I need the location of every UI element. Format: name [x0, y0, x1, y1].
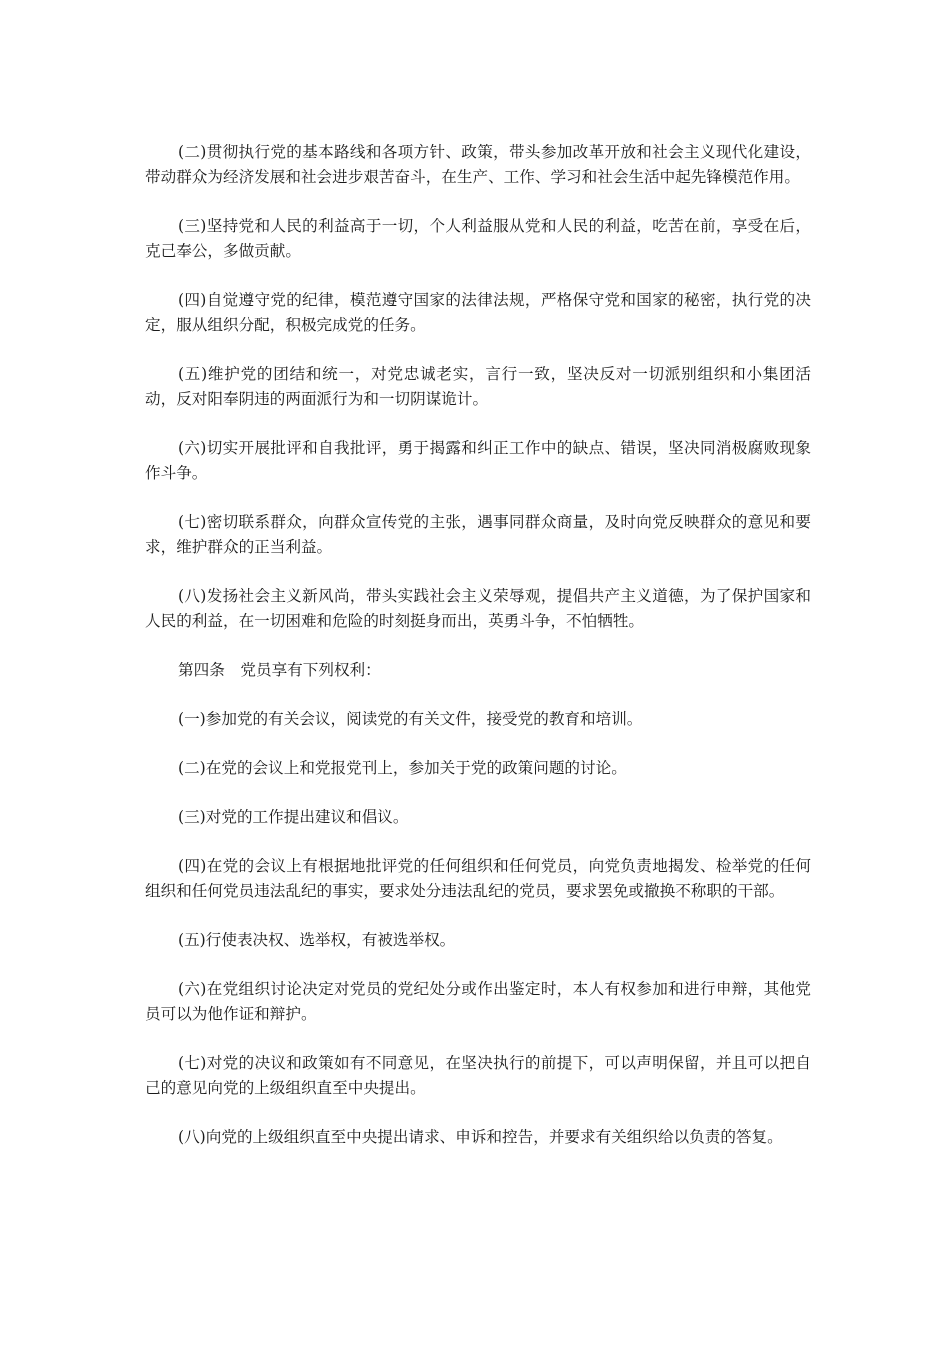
duty-item-6: (六)切实开展批评和自我批评，勇于揭露和纠正工作中的缺点、错误，坚决同消极腐败现象作斗争。 [145, 439, 811, 482]
right-item-8: (八)向党的上级组织直至中央提出请求、申诉和控告，并要求有关组织给以负责的答复。 [178, 1128, 783, 1146]
right-item-7: (七)对党的决议和政策如有不同意见，在坚决执行的前提下，可以声明保留，并且可以把自己的意见向党的上级组织直至中央提出。 [145, 1054, 811, 1097]
duty-item-7: (七)密切联系群众，向群众宣传党的主张，遇事同群众商量，及时向党反映群众的意见和要求，维护群众的正当利益。 [145, 513, 811, 556]
duty-item-5: (五)维护党的团结和统一，对党忠诚老实，言行一致，坚决反对一切派别组织和小集团活动，反对阳奉阴违的两面派行为和一切阴谋诡计。 [145, 365, 811, 408]
right-item-1: (一)参加党的有关会议，阅读党的有关文件，接受党的教育和培训。 [178, 710, 643, 728]
duty-item-8: (八)发扬社会主义新风尚，带头实践社会主义荣辱观，提倡共产主义道德，为了保护国家和人民的利益，在一切困难和危险的时刻挺身而出，英勇斗争，不怕牺牲。 [145, 587, 811, 630]
article-four-heading: 第四条 党员享有下列权利： [178, 661, 381, 679]
document-body [145, 140, 811, 1174]
duty-item-3: (三)坚持党和人民的利益高于一切，个人利益服从党和人民的利益，吃苦在前，享受在后，克己奉公，多做贡献。 [145, 217, 811, 260]
duty-item-4: (四)自觉遵守党的纪律，模范遵守国家的法律法规，严格保守党和国家的秘密，执行党的决定，服从组织分配，积极完成党的任务。 [145, 291, 811, 334]
duty-item-2: (二)贯彻执行党的基本路线和各项方针、政策，带头参加改革开放和社会主义现代化建设，带动群众为经济发展和社会进步艰苦奋斗，在生产、工作、学习和社会生活中起先锋模范作用。 [145, 143, 811, 186]
right-item-2: (二)在党的会议上和党报党刊上，参加关于党的政策问题的讨论。 [178, 759, 627, 777]
right-item-6: (六)在党组织讨论决定对党员的党纪处分或作出鉴定时，本人有权参加和进行申辩，其他党员可以为他作证和辩护。 [145, 980, 811, 1023]
right-item-4: (四)在党的会议上有根据地批评党的任何组织和任何党员，向党负责地揭发、检举党的任何组织和任何党员违法乱纪的事实，要求处分违法乱纪的党员，要求罢免或撤换不称职的干部。 [145, 857, 811, 900]
right-item-5: (五)行使表决权、选举权，有被选举权。 [178, 931, 456, 949]
right-item-3: (三)对党的工作提出建议和倡议。 [178, 808, 409, 826]
